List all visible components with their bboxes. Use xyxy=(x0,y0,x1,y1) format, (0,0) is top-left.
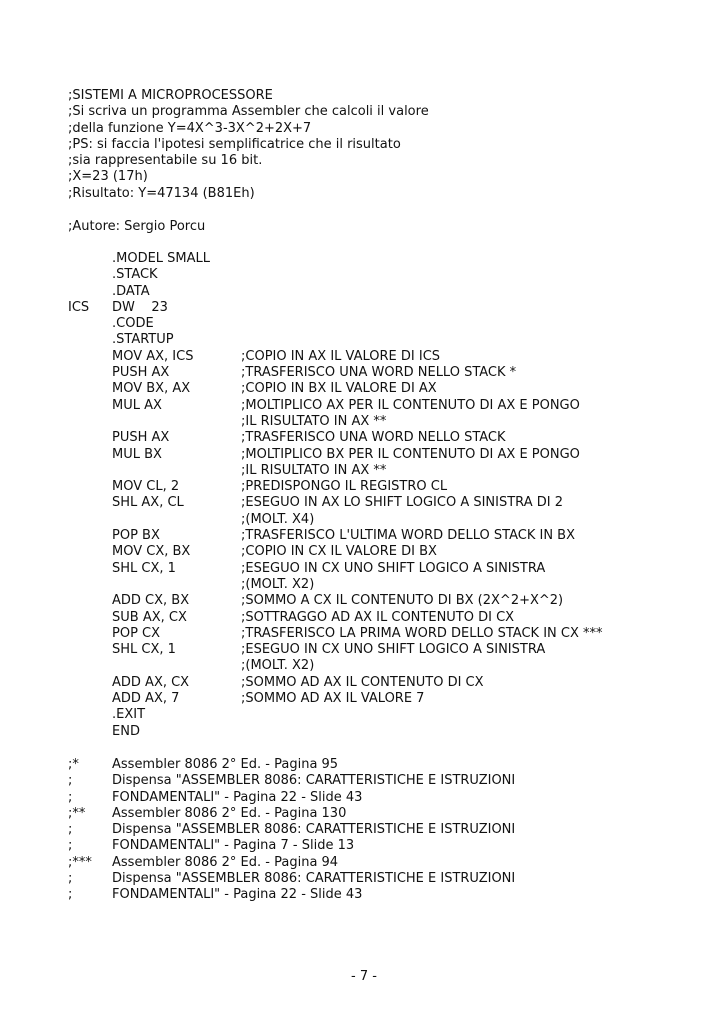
header-comment-line: ;SISTEMI A MICROPROCESSORE xyxy=(68,88,273,103)
code-comment: ;COPIO IN BX IL VALORE DI AX xyxy=(241,381,437,397)
footnote-line xyxy=(68,757,708,773)
code-line xyxy=(68,414,708,430)
assembler-code-block xyxy=(68,251,708,740)
code-line xyxy=(68,430,708,446)
footnote-text: Dispensa "ASSEMBLER 8086: CARATTERISTICHE E ISTRUZIONI xyxy=(112,773,516,789)
footnote-marker: ;*** xyxy=(68,854,92,870)
footnote-line xyxy=(68,855,708,871)
code-line xyxy=(68,675,708,691)
footnote-marker: ; xyxy=(68,789,73,805)
code-line xyxy=(68,658,708,674)
code-instruction: POP BX xyxy=(112,528,160,544)
code-instruction: SHL CX, 1 xyxy=(112,642,176,658)
footnote-line xyxy=(68,871,708,887)
code-line xyxy=(68,724,708,740)
code-line xyxy=(68,365,708,381)
code-instruction: .CODE xyxy=(112,316,154,332)
code-instruction: DW 23 xyxy=(112,299,168,315)
code-instruction: SUB AX, CX xyxy=(112,609,187,625)
code-instruction: POP CX xyxy=(112,625,161,641)
code-comment: ;COPIO IN CX IL VALORE DI BX xyxy=(241,544,437,560)
code-comment: ;PREDISPONGO IL REGISTRO CL xyxy=(241,479,448,495)
code-comment: ;TRASFERISCO L'ULTIMA WORD DELLO STACK IN BX xyxy=(241,528,575,544)
footnote-text: Assembler 8086 2° Ed. - Pagina 94 xyxy=(112,854,339,870)
footnote-line xyxy=(68,790,708,806)
footnote-text: Dispensa "ASSEMBLER 8086: CARATTERISTICHE E ISTRUZIONI xyxy=(112,871,516,887)
code-line xyxy=(68,626,708,642)
code-instruction: ADD AX, 7 xyxy=(112,691,180,707)
code-line xyxy=(68,316,708,332)
footnote-text: FONDAMENTALI" - Pagina 7 - Slide 13 xyxy=(112,838,355,854)
code-line xyxy=(68,512,708,528)
code-comment: ;MOLTIPLICO AX PER IL CONTENUTO DI AX E PONGO xyxy=(241,397,580,413)
code-instruction: MOV CX, BX xyxy=(112,544,191,560)
code-label: ICS xyxy=(68,299,90,315)
code-instruction: SHL CX, 1 xyxy=(112,560,176,576)
code-comment: ;COPIO IN AX IL VALORE DI ICS xyxy=(241,348,441,364)
code-comment: ;SOTTRAGGO AD AX IL CONTENUTO DI CX xyxy=(241,609,515,625)
code-instruction: ADD CX, BX xyxy=(112,593,190,609)
code-instruction: MUL AX xyxy=(112,397,162,413)
footnote-line xyxy=(68,838,708,854)
footnote-line xyxy=(68,773,708,789)
code-comment: ;TRASFERISCO LA PRIMA WORD DELLO STACK IN CX *** xyxy=(241,625,603,641)
header-comment-line: ;della funzione Y=4X^3-3X^2+2X+7 xyxy=(68,120,312,136)
author-line: ;Autore: Sergio Porcu xyxy=(68,219,206,234)
footnotes-block xyxy=(68,757,708,904)
code-comment: ;(MOLT. X2) xyxy=(241,576,315,592)
code-instruction: .DATA xyxy=(112,283,150,299)
code-instruction: MOV BX, AX xyxy=(112,381,191,397)
code-line xyxy=(68,349,708,365)
code-line xyxy=(68,707,708,723)
code-line xyxy=(68,251,708,267)
code-instruction: .STARTUP xyxy=(112,332,174,348)
footnote-marker: ;** xyxy=(68,805,86,821)
code-comment: ;SOMMO AD AX IL CONTENUTO DI CX xyxy=(241,674,484,690)
code-line xyxy=(68,495,708,511)
header-comment-line: ;PS: si faccia l'ipotesi semplificatrice che il risultato xyxy=(68,136,401,152)
code-line xyxy=(68,593,708,609)
footnote-line xyxy=(68,887,708,903)
code-instruction: MUL BX xyxy=(112,446,162,462)
code-comment: ;ESEGUO IN AX LO SHIFT LOGICO A SINISTRA DI 2 xyxy=(241,495,563,511)
code-comment: ;MOLTIPLICO BX PER IL CONTENUTO DI AX E PONGO xyxy=(241,446,580,462)
code-instruction: PUSH AX xyxy=(112,430,170,446)
code-line xyxy=(68,447,708,463)
header-comment-line: ;Risultato: Y=47134 (B81Eh) xyxy=(68,185,255,201)
footnote-line xyxy=(68,822,708,838)
header-comment-line: ;Si scriva un programma Assembler che calcoli il valore xyxy=(68,104,429,120)
code-comment: ;SOMMO AD AX IL VALORE 7 xyxy=(241,691,425,707)
footnote-text: Assembler 8086 2° Ed. - Pagina 95 xyxy=(112,757,339,772)
code-instruction: .MODEL SMALL xyxy=(112,251,211,266)
footnote-line xyxy=(68,806,708,822)
code-line xyxy=(68,528,708,544)
header-comment-block xyxy=(68,88,429,202)
code-instruction: .STACK xyxy=(112,267,158,283)
footnote-marker: ;* xyxy=(68,757,79,772)
code-comment: ;ESEGUO IN CX UNO SHIFT LOGICO A SINISTRA xyxy=(241,642,546,658)
code-line xyxy=(68,610,708,626)
code-instruction: MOV CL, 2 xyxy=(112,479,180,495)
code-line xyxy=(68,381,708,397)
code-line xyxy=(68,642,708,658)
footnote-text: FONDAMENTALI" - Pagina 22 - Slide 43 xyxy=(112,789,363,805)
footnote-marker: ; xyxy=(68,871,73,887)
footnote-marker: ; xyxy=(68,838,73,854)
code-comment: ;SOMMO A CX IL CONTENUTO DI BX (2X^2+X^2) xyxy=(241,593,564,609)
footnote-text: FONDAMENTALI" - Pagina 22 - Slide 43 xyxy=(112,887,363,903)
code-line xyxy=(68,479,708,495)
code-line xyxy=(68,398,708,414)
footnote-marker: ; xyxy=(68,773,73,789)
header-comment-line: ;X=23 (17h) xyxy=(68,169,148,185)
page-number: - 7 - xyxy=(351,969,377,984)
code-line xyxy=(68,284,708,300)
code-comment: ;IL RISULTATO IN AX ** xyxy=(241,462,387,478)
code-comment: ;TRASFERISCO UNA WORD NELLO STACK xyxy=(241,430,506,446)
code-comment: ;(MOLT. X4) xyxy=(241,511,315,527)
code-instruction: .EXIT xyxy=(112,707,146,723)
footnote-marker: ; xyxy=(68,822,73,838)
code-line xyxy=(68,267,708,283)
code-line xyxy=(68,544,708,560)
code-line xyxy=(68,463,708,479)
code-instruction: MOV AX, ICS xyxy=(112,348,194,364)
code-line xyxy=(68,332,708,348)
header-comment-line: ;sia rappresentabile su 16 bit. xyxy=(68,153,263,169)
footnote-text: Dispensa "ASSEMBLER 8086: CARATTERISTICHE E ISTRUZIONI xyxy=(112,822,516,838)
code-comment: ;TRASFERISCO UNA WORD NELLO STACK * xyxy=(241,365,517,381)
code-instruction: ADD AX, CX xyxy=(112,674,190,690)
footnote-marker: ; xyxy=(68,887,73,903)
code-line xyxy=(68,577,708,593)
code-instruction: END xyxy=(112,723,140,739)
code-instruction: SHL AX, CL xyxy=(112,495,184,511)
footnote-text: Assembler 8086 2° Ed. - Pagina 130 xyxy=(112,805,347,821)
code-comment: ;IL RISULTATO IN AX ** xyxy=(241,413,387,429)
code-comment: ;ESEGUO IN CX UNO SHIFT LOGICO A SINISTRA xyxy=(241,560,546,576)
code-line xyxy=(68,561,708,577)
code-line xyxy=(68,300,708,316)
code-instruction: PUSH AX xyxy=(112,365,170,381)
code-comment: ;(MOLT. X2) xyxy=(241,658,315,674)
code-line xyxy=(68,691,708,707)
